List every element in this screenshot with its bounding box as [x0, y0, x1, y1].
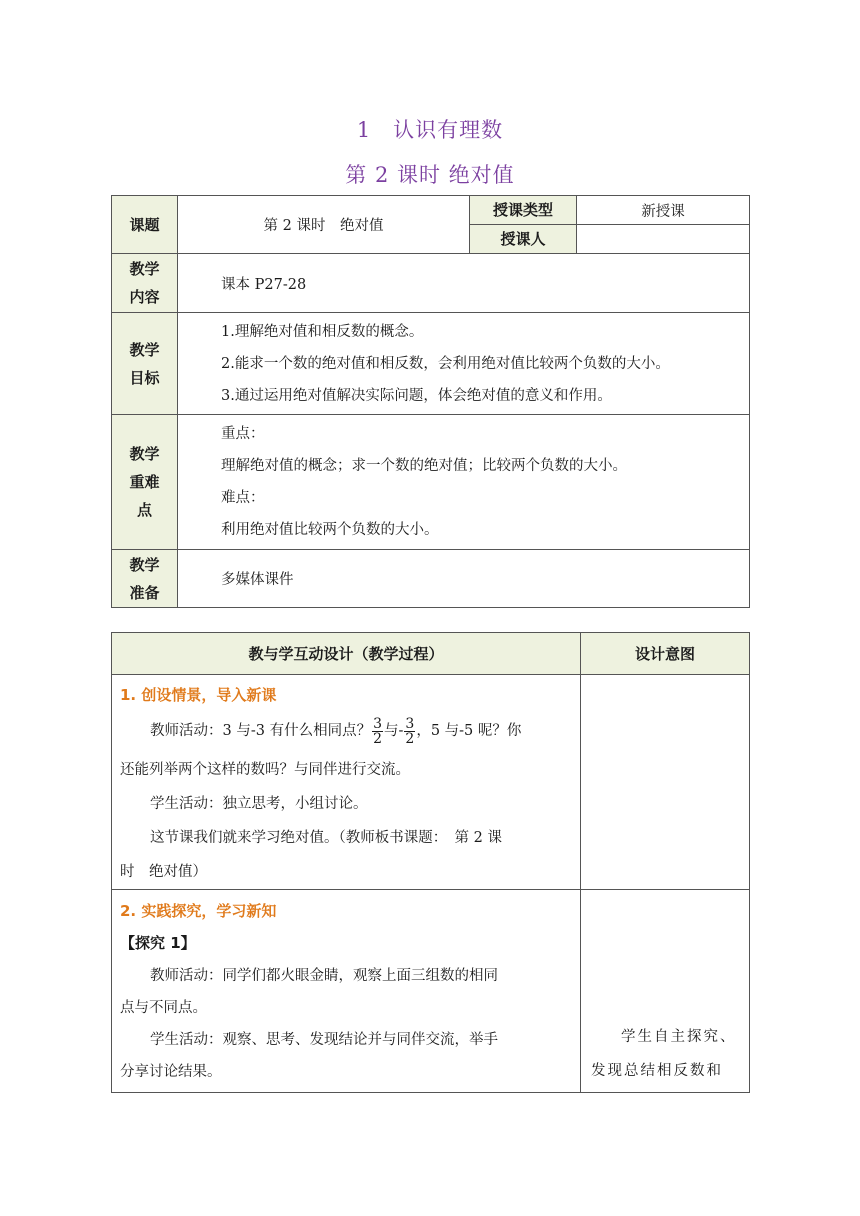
section-1-intent	[581, 675, 750, 890]
section-1-teacher: 教师活动：3 与-3 有什么相同点？ $\frac{3}{2}$ 与- $\frac{3}{2}$ ，5 与-5 呢？你	[150, 715, 522, 747]
key-points-label: 教学 重难 点	[112, 415, 178, 550]
teacher-label: 授课人	[470, 225, 577, 254]
section-1-heading: 1. 创设情景，导入新课	[120, 686, 277, 704]
goal-item: 3.通过运用绝对值解决实际问题，体会绝对值的意义和作用。	[221, 387, 612, 404]
content-label: 教学 内容	[112, 254, 178, 313]
prep-label: 教学 准备	[112, 550, 178, 608]
goal-item: 1.理解绝对值和相反数的概念。	[221, 323, 424, 340]
process-header: 教与学互动设计（教学过程）	[112, 633, 581, 675]
section-2-intent: 学生自主探究、 发现总结相反数和	[581, 890, 750, 1093]
section-1: 1. 创设情景，导入新课 教师活动：3 与-3 有什么相同点？ $\frac{3}{2}$ 与- $\frac{3}{2}$ ，5 与-5 呢？你 还能列举两个这样的数吗？与同伴进行交流。 学生活动：独立思考，小组讨论。 这节课我们就来学习绝对值。（教师板书课题： 第 2 课 时 绝对值）	[112, 675, 581, 890]
goals-label: 教学 目标	[112, 313, 178, 415]
section-1-student: 学生活动：独立思考，小组讨论。	[150, 796, 368, 812]
fraction: $\frac{3}{2}$	[405, 715, 415, 747]
section-2-heading: 2. 实践探究，学习新知	[120, 902, 277, 920]
type-label: 授课类型	[470, 196, 577, 225]
explore-1-label: 【探究 1】	[120, 934, 196, 952]
process-table	[111, 632, 750, 1093]
goal-item: 2.能求一个数的绝对值和相反数，会利用绝对值比较两个负数的大小。	[221, 355, 670, 372]
lesson-subtitle: 第 2 课时 绝对值	[345, 163, 515, 187]
type-value: 新授课	[577, 196, 750, 225]
intent-header: 设计意图	[581, 633, 750, 675]
content-value: 课本 P27-28	[178, 254, 750, 313]
goals-list	[178, 313, 750, 415]
fraction: $\frac{3}{2}$	[373, 715, 382, 747]
topic-value: 第 2 课时 绝对值	[178, 196, 470, 254]
topic-label: 课题	[112, 196, 178, 254]
section-2-student: 学生活动：观察、思考、发现结论并与同伴交流，举手	[150, 1032, 498, 1048]
section-1-summary: 这节课我们就来学习绝对值。（教师板书课题： 第 2 课	[150, 830, 502, 846]
lesson-info-table	[111, 195, 750, 608]
prep-value: 多媒体课件	[178, 550, 750, 608]
lesson-title: 1 认识有理数	[356, 118, 504, 142]
section-2: 2. 实践探究，学习新知 【探究 1】 教师活动：同学们都火眼金睛，观察上面三组数的相同 点与不同点。 学生活动：观察、思考、发现结论并与同伴交流，举手 分享讨论结果。	[112, 890, 581, 1093]
section-2-teacher: 教师活动：同学们都火眼金睛，观察上面三组数的相同	[150, 968, 498, 984]
key-points: 重点： 理解绝对值的概念；求一个数的绝对值；比较两个负数的大小。 难点： 利用绝对值比较两个负数的大小。	[178, 415, 750, 550]
teacher-value	[577, 225, 750, 254]
